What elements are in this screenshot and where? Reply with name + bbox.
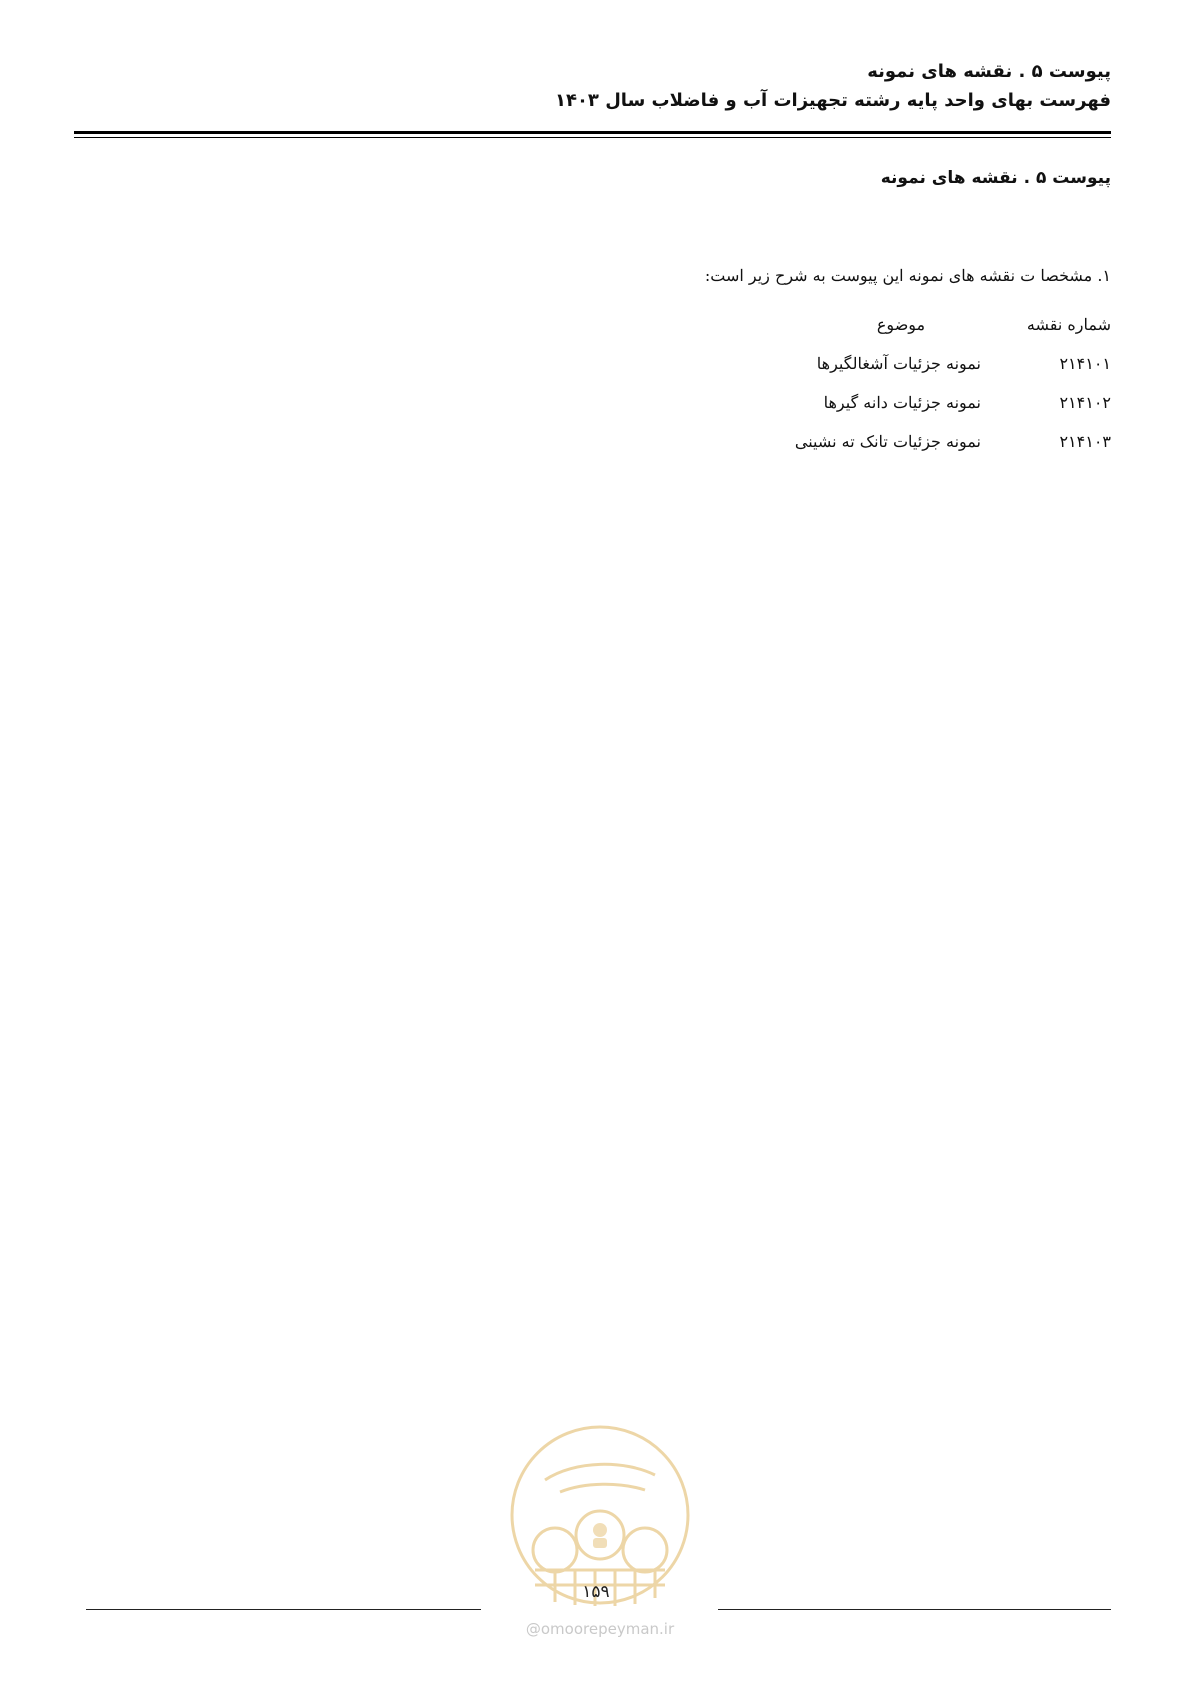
footer-rule-right bbox=[718, 1609, 1111, 1610]
page-number: ۱۵۹ bbox=[582, 1582, 610, 1602]
header-subtitle: فهرست بهای واحد پایه رشته تجهیزات آب و فاضلاب سال ۱۴۰۳ bbox=[554, 90, 1111, 111]
drawing-subject: نمونه جزئیات دانه گیرها bbox=[823, 393, 981, 412]
table-row bbox=[731, 344, 1111, 383]
drawings-table bbox=[731, 305, 1111, 461]
footer-rule-left bbox=[86, 1609, 481, 1610]
drawing-number: ۲۱۴۱۰۱ bbox=[1059, 354, 1111, 373]
drawing-subject: نمونه جزئیات آشغالگیرها bbox=[816, 354, 981, 373]
header-subject: موضوع bbox=[876, 315, 926, 334]
table-header-row bbox=[731, 305, 1111, 344]
drawing-number: ۲۱۴۱۰۲ bbox=[1059, 393, 1111, 412]
section-title: پیوست ۵ . نقشه های نمونه bbox=[880, 168, 1111, 188]
drawing-number: ۲۱۴۱۰۳ bbox=[1059, 432, 1111, 451]
table-row bbox=[731, 422, 1111, 461]
table-row bbox=[731, 383, 1111, 422]
page-header bbox=[74, 58, 1111, 116]
header-divider-thin bbox=[74, 137, 1111, 138]
header-divider-thick bbox=[74, 131, 1111, 134]
watermark-url: @omoorepeyman.ir bbox=[525, 1620, 675, 1638]
header-drawing-number: شماره نقشه bbox=[1026, 315, 1111, 334]
drawing-subject: نمونه جزئیات تانک ته نشینی bbox=[794, 432, 981, 451]
intro-paragraph: ۱. مشخصا ت نقشه های نمونه این پیوست به شرح زیر است: bbox=[704, 266, 1111, 285]
header-title: پیوست ۵ . نقشه های نمونه bbox=[867, 61, 1111, 82]
